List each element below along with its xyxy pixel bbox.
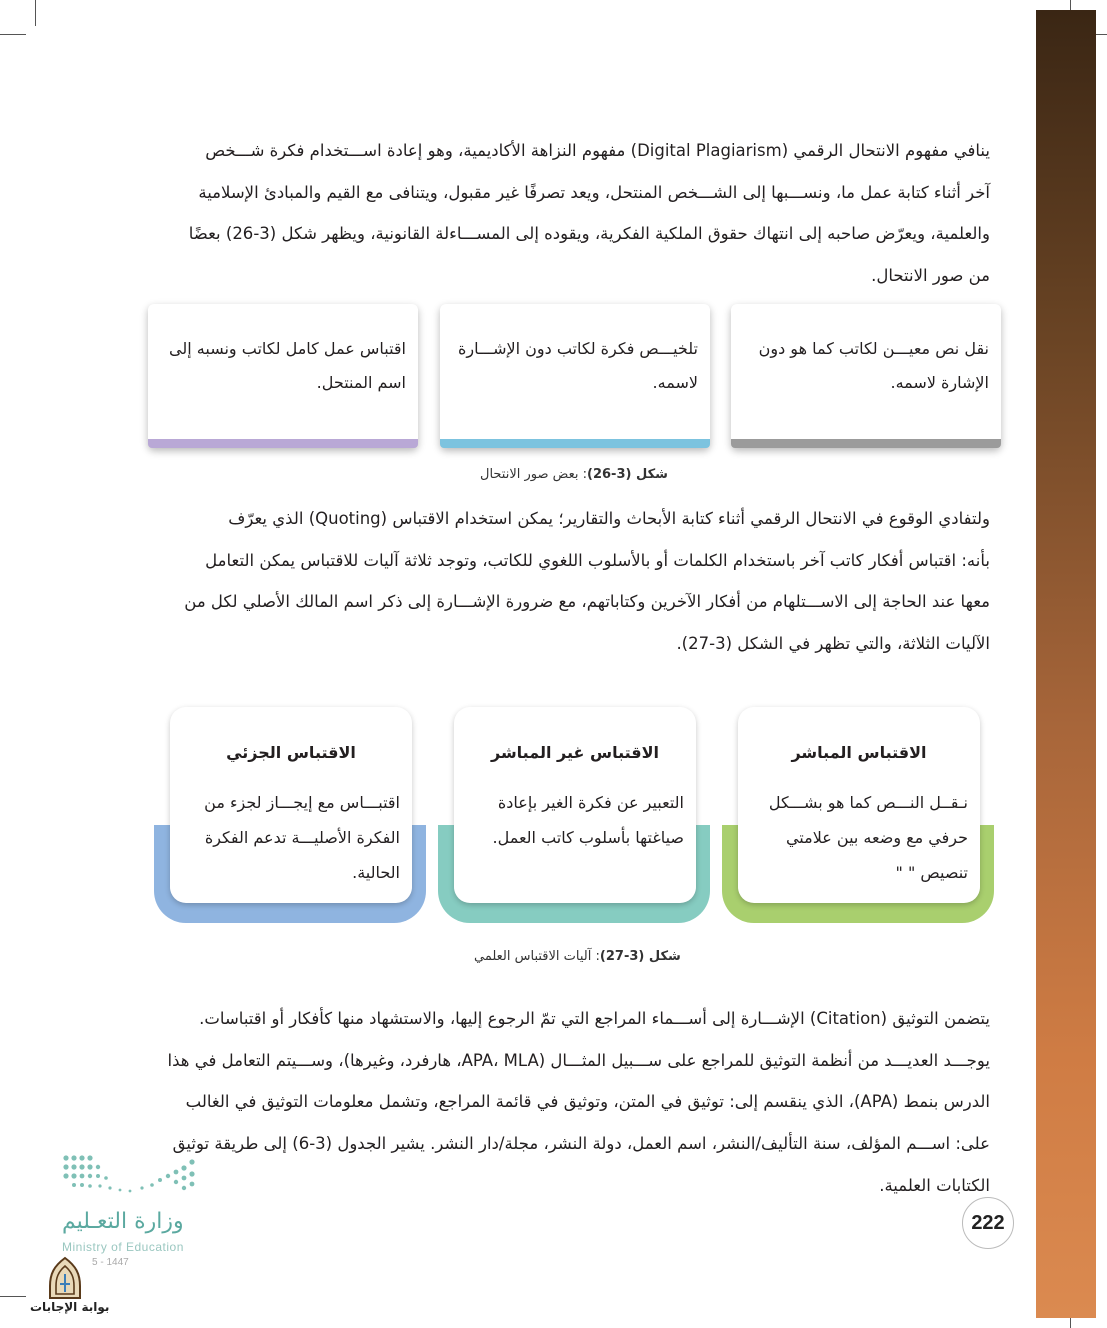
ministry-name-english: Ministry of Education [62,1240,184,1254]
plagiarism-card-summarize-idea [440,304,710,448]
quote-card-partial [154,707,426,923]
text-line: على: اســـم المؤلف، سنة التأليف/النشر، اسم العمل، دولة النشر، مجلة/دار النشر. يشير الجدول (3-6) إلى طريقة توثيق [172,1134,990,1154]
figure-caption-text: : آليات الاقتباس العلمي [474,949,600,964]
text-line: معها عند الحاجة إلى الاســـتلهام من أفكار الآخرين وكتاباتهم، مع ضرورة الإشـــارة إلى ذكر اسم المالك الأصلي لكل من [184,592,990,612]
text-line: الآليات الثلاثة، والتي تظهر في الشكل (3-27). [676,634,990,654]
card-title: الاقتباس غير المباشر [490,743,660,762]
card-text: نـقــل النـــص كما هو بشـــكل [768,793,968,812]
text-line: الدرس بنمط (APA)، الذي ينقسم إلى: توثيق في المتن، وتوثيق في قائمة المراجع، وتشمل معلومات التوثيق في الغالب [185,1092,990,1112]
paragraph-citation [160,998,990,1207]
card-text: لاسمه. [652,373,698,392]
crop-mark [0,1296,26,1297]
card-title: الاقتباس المباشر [791,743,927,762]
text-line: والعلمية، ويعرّض صاحبه إلى انتهاك حقوق الملكية الفكرية، ويقوده إلى المســـاءلة القانونية، ويظهر شكل (3-26) بعضًا [188,224,990,244]
figure-caption-text: : بعض صور الانتحال [480,467,587,482]
text-line: يتضمن التوثيق (Citation) الإشـــارة إلى أســـماء المراجع التي تمّ الرجوع إليها، والاستشهاد منها كأفكار أو اقتباسات. [199,1009,990,1028]
figure-caption-3-26 [480,467,668,482]
card-text: الحالية. [352,863,400,882]
brand-name: بوابة الإجابات [30,1300,110,1314]
card-text: اسم المنتحل. [316,373,406,392]
figure-label: شكل (3-27) [599,949,681,964]
ministry-name-arabic: وزارة التعـليم [62,1209,184,1234]
plagiarism-card-full-work [148,304,418,448]
card-text: الفكرة الأصليـــة تدعم الفكرة [204,828,400,847]
text-line: ينافي مفهوم الانتحال الرقمي (Digital Plagiarism) مفهوم النزاهة الأكاديمية، وهو إعادة اســـتخدام فكرة شـــخص [205,141,990,160]
brand-emblem-icon [44,1256,86,1300]
card-text: صياغتها بأسلوب كاتب العمل. [492,828,684,847]
card-text: نقل نص معيـــن لكاتب كما هو دون [758,339,989,358]
card-text: الإشارة لاسمه. [890,373,989,392]
figure-caption-3-27 [474,949,681,964]
figure-label: شكل (3-26) [587,467,668,482]
page-number: 222 [962,1197,1014,1249]
ministry-logo-dots-icon [60,1150,200,1206]
card-text: اقتبـــاس مع إيجـــاز لجزء من [204,793,400,812]
text-line: يوجـــد العديـــد من أنظمة التوثيق للمراجع على ســـبيل المثـــال (APA، MLA، هارفرد، وغيرها)، وســـيتم التعامل في هذا [167,1050,990,1070]
card-color-bar [148,439,418,448]
text-line: بأنه: اقتباس أفكار كاتب آخر باستخدام الكلمات أو بالأسلوب اللغوي للكاتب، وتوجد ثلاثة آليات للاقتباس يمكن التعامل [205,550,990,570]
crop-mark [0,34,26,35]
decorative-side-bar [1036,10,1096,1318]
quote-card-direct [722,707,994,923]
card-title: الاقتباس الجزئي [226,743,356,762]
paragraph-plagiarism-definition [160,130,990,297]
crop-mark [35,0,36,26]
card-color-bar [440,439,710,448]
quote-card-indirect [438,707,710,923]
card-color-bar [731,439,1001,448]
text-line: الكتابات العلمية. [879,1175,990,1195]
text-line: ولتفادي الوقوع في الانتحال الرقمي أثناء كتابة الأبحاث والتقارير؛ يمكن استخدام الاقتباس (Quoting) الذي يعرّف [228,509,990,528]
plagiarism-card-copy-text [731,304,1001,448]
card-text: اقتباس عمل كامل لكاتب ونسبه إلى [169,339,406,358]
edition-year: 5 - 1447 [92,1257,129,1268]
text-line: آخر أثناء كتابة عمل ما، ونســـبها إلى الشـــخص المنتحل، ويعد تصرفًا غير مقبول، ويتنافى مع القيم والمبادئ الإسلامية [198,182,990,202]
text-line: من صور الانتحال. [871,266,990,286]
card-text: تنصيص " " [895,863,968,882]
card-text: حرفي مع وضعه بين علامتي [785,828,968,847]
card-text: تلخيـــص فكرة لكاتب دون الإشـــارة [458,339,698,358]
card-text: التعبير عن فكرة الغير بإعادة [497,793,684,812]
paragraph-quoting [160,498,990,665]
